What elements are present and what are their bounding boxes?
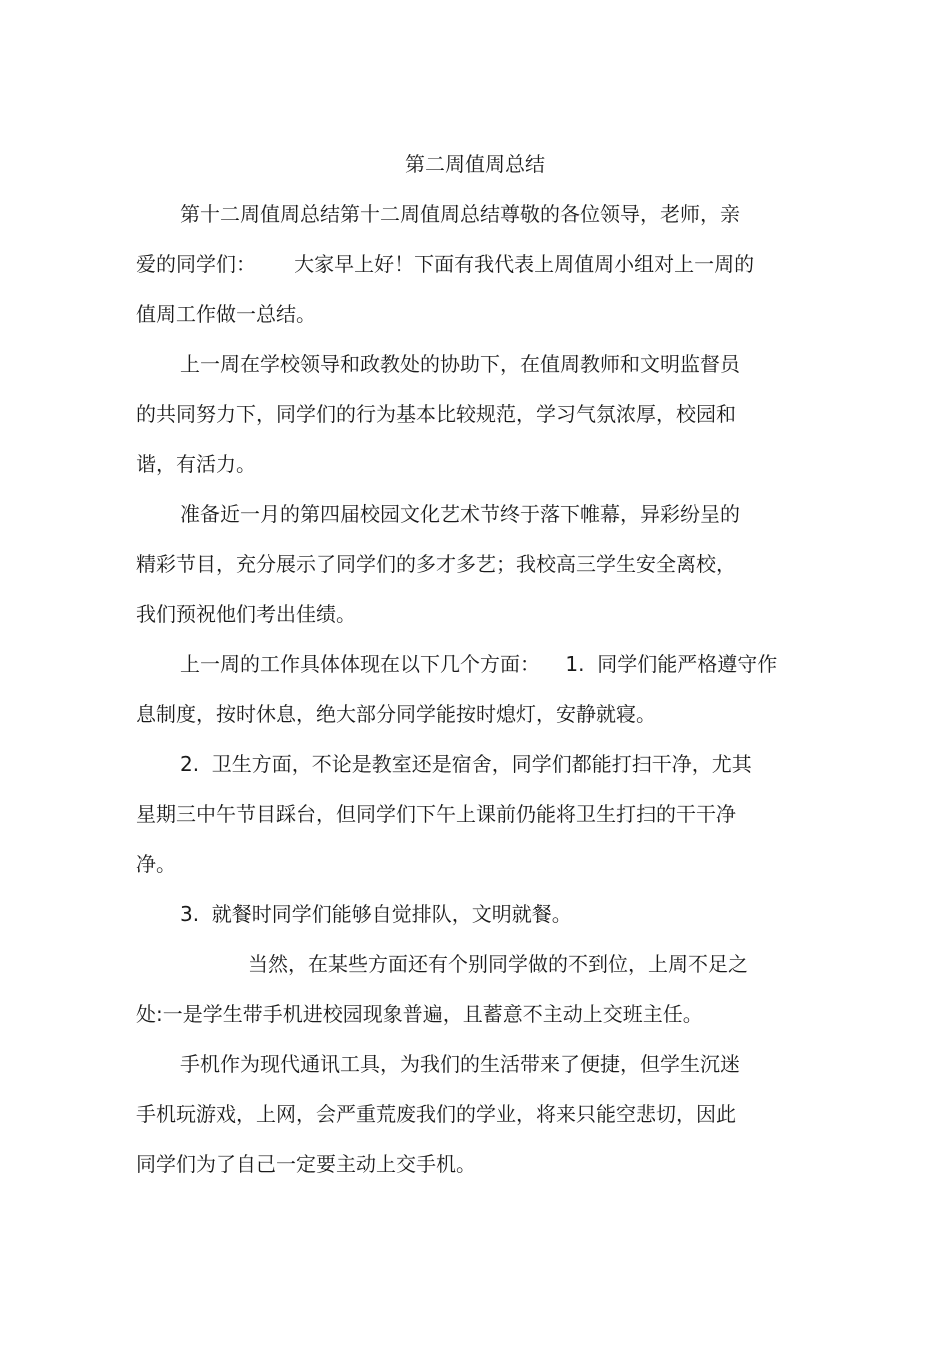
text-line: 精彩节目，充分展示了同学们的多才多艺；我校高三学生安全离校，: [136, 552, 736, 576]
text-line: 第十二周值周总结第十二周值周总结尊敬的各位领导，老师，亲: [180, 202, 740, 226]
text-line: 息制度，按时休息，绝大部分同学能按时熄灯，安静就寝。: [136, 702, 656, 726]
text-line: 2. 卫生方面，不论是教室还是宿舍，同学们都能打扫干净，尤其: [180, 752, 752, 776]
text-line: 手机作为现代通讯工具，为我们的生活带来了便捷，但学生沉迷: [180, 1052, 740, 1076]
text-line: 净。: [136, 852, 176, 876]
text-line: 星期三中午节目踩台，但同学们下午上课前仍能将卫生打扫的干干净: [136, 802, 736, 826]
text-line: 爱的同学们： 大家早上好！下面有我代表上周值周小组对上一周的: [136, 252, 755, 276]
document-title: 第二周值周总结: [405, 152, 545, 176]
text-line: 3. 就餐时同学们能够自觉排队，文明就餐。: [180, 902, 572, 926]
text-line: 当然，在某些方面还有个别同学做的不到位，上周不足之: [248, 952, 748, 976]
text-line: 的共同努力下，同学们的行为基本比较规范，学习气氛浓厚，校园和: [136, 402, 736, 426]
text-line: 上一周在学校领导和政教处的协助下，在值周教师和文明监督员: [180, 352, 740, 376]
text-line: 值周工作做一总结。: [136, 302, 316, 326]
text-line: 手机玩游戏，上网，会严重荒废我们的学业，将来只能空悲切，因此: [136, 1102, 736, 1126]
text-line: 上一周的工作具体体现在以下几个方面： 1. 同学们能严格遵守作: [180, 652, 778, 676]
text-line: 准备近一月的第四届校园文化艺术节终于落下帷幕，异彩纷呈的: [180, 502, 740, 526]
text-line: 处:一是学生带手机进校园现象普遍，且蓄意不主动上交班主任。: [136, 1002, 703, 1026]
text-line: 谐，有活力。: [136, 452, 256, 476]
text-line: 同学们为了自己一定要主动上交手机。: [136, 1152, 476, 1176]
text-line: 我们预祝他们考出佳绩。: [136, 602, 356, 626]
